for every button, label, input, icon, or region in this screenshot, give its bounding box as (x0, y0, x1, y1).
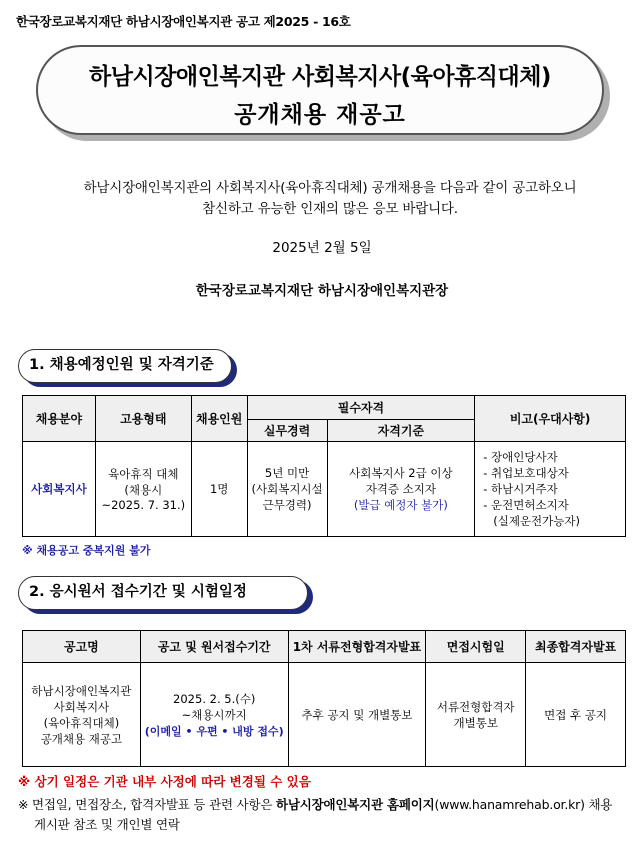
homepage-name: 하남시장애인복지관 홈페이지 (276, 797, 435, 812)
cell-employment-type: 육아휴직 대체 (채용시 ~2025. 7. 31.) (95, 442, 191, 537)
cell-remarks: - 장애인당사자 - 취업보호대상자 - 하남시거주자 - 운전면허소지자 (실제운전가능자) (475, 442, 626, 537)
homepage-url: (www.hanamrehab.or.kr) 채용 (434, 797, 613, 812)
duplicate-apply-note: ※ 채용공고 중복지원 불가 (22, 544, 151, 557)
table-row (23, 442, 626, 537)
section-1-heading: 1. 채용예정인원 및 자격기준 (18, 349, 232, 383)
qualification-table (22, 395, 626, 537)
header-remarks: 비고(우대사항) (475, 396, 626, 442)
issuer: 한국장로교복지재단 하남시장애인복지관장 (195, 283, 449, 299)
cell-notice-name: 하남시장애인복지관 사회복지사 (육아휴직대체) 공개채용 재공고 (23, 663, 141, 767)
header-notice-name: 공고명 (23, 631, 141, 663)
cell-experience: 5년 미만 (사회복지시설 근무경력) (247, 442, 327, 537)
section-2-heading: 2. 응시원서 접수기간 및 시험일정 (18, 576, 308, 610)
header-period: 공고 및 원서접수기간 (140, 631, 288, 663)
header-interview: 면접시험일 (426, 631, 526, 663)
intro-line-1: 하남시장애인복지관의 사회복지사(육아휴직대체) 공개채용을 다음과 같이 공고하오니 (83, 180, 577, 196)
table-row (23, 663, 626, 767)
cell-final-result: 면접 후 공지 (526, 663, 626, 767)
notice-date: 2025년 2월 5일 (272, 240, 372, 256)
cell-period: 2025. 2. 5.(수) ~채용시까지 (이메일 • 우편 • 내방 접수) (140, 663, 288, 767)
info-note: ※ 면접일, 면접장소, 합격자발표 등 관련 사항은 하남시장애인복지관 홈페이지(www.hanamrehab.or.kr) 채용 게시판 참조 및 개인별 연락 (18, 797, 613, 832)
header-count: 채용인원 (191, 396, 247, 442)
title-box (36, 45, 604, 135)
header-employment-type: 고용형태 (95, 396, 191, 442)
header-final-result: 최종합격자발표 (526, 631, 626, 663)
cell-count: 1명 (191, 442, 247, 537)
header-experience: 실무경력 (247, 420, 327, 442)
notice-number: 한국장로교복지재단 하남시장애인복지관 공고 제2025 - 16호 (16, 14, 351, 29)
cell-qualification: 사회복지사 2급 이상 자격증 소지자 (발급 예정자 불가) (327, 442, 475, 537)
header-first-result: 1차 서류전형합격자발표 (288, 631, 426, 663)
cell-field: 사회복지사 (23, 442, 96, 537)
intro-line-2: 참신하고 유능한 인재의 많은 응모 바랍니다. (202, 201, 458, 217)
cell-interview: 서류전형합격자 개별통보 (426, 663, 526, 767)
qualification-note: (발급 예정자 불가) (353, 498, 448, 512)
header-field: 채용분야 (23, 396, 96, 442)
period-method: (이메일 • 우편 • 내방 접수) (144, 724, 284, 738)
cell-first-result: 추후 공지 및 개별통보 (288, 663, 426, 767)
title-line-2: 공개채용 재공고 (234, 102, 406, 128)
intro-text (30, 178, 630, 220)
title-line-1: 하남시장애인복지관 사회복지사(육아휴직대체) (89, 64, 551, 90)
schedule-table (22, 630, 626, 767)
header-required: 필수자격 (247, 396, 475, 420)
schedule-change-note: ※ 상기 일정은 기관 내부 사정에 따라 변경될 수 있음 (18, 774, 311, 789)
header-qualification: 자격기준 (327, 420, 475, 442)
